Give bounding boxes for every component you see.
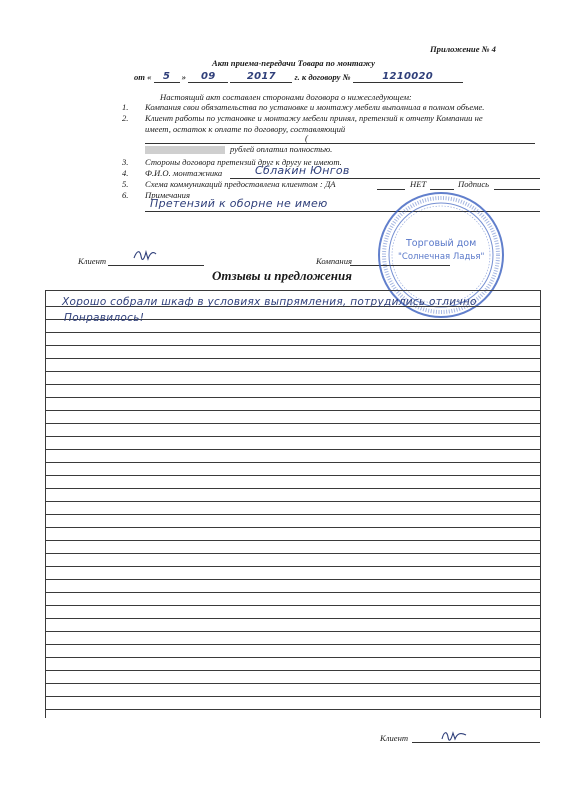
feedback-ruled-line: [45, 657, 540, 658]
feedback-ruled-line: [45, 631, 540, 632]
date-sep: »: [181, 72, 187, 82]
feedback-ruled-line: [45, 462, 540, 463]
contract-number: 1210020: [382, 71, 434, 82]
feedback-ruled-line: [45, 566, 540, 567]
intro-text: Настоящий акт составлен сторонами договора о нижеследующем:: [160, 92, 412, 102]
appendix-label: Приложение № 4: [430, 44, 496, 54]
installer-name: Сблакин Юнгов: [255, 164, 350, 177]
item-6-num: 6.: [122, 190, 129, 200]
item-4-num: 4.: [122, 168, 129, 178]
item-5-text: Схема коммуникаций предоставлена клиентом : ДА: [145, 179, 336, 189]
item-2-paid: рублей оплатил полностью.: [230, 144, 333, 154]
feedback-ruled-line: [45, 683, 540, 684]
item-2-text: Клиент работы по установке и монтажу мебели принял, претензий к отчету Компании не: [145, 113, 483, 123]
feedback-ruled-line: [45, 501, 540, 502]
client-label: Клиент: [78, 256, 107, 266]
feedback-ruled-line: [45, 358, 540, 359]
item-5-num: 5.: [122, 179, 129, 189]
feedback-ruled-line: [45, 618, 540, 619]
feedback-handwritten-line2: Понравилось!: [64, 312, 145, 324]
feedback-handwritten-line1: Хорошо собрали шкаф в условиях выпрямления, потрудились отлично: [62, 296, 477, 308]
feedback-ruled-line: [45, 397, 540, 398]
feedback-left-border: [45, 290, 46, 718]
feedback-title: Отзывы и предложения: [212, 268, 352, 283]
feedback-ruled-line: [45, 553, 540, 554]
bottom-client-sign-line: [412, 742, 540, 743]
item-2-num: 2.: [122, 113, 129, 123]
feedback-ruled-line: [45, 514, 540, 515]
stamp-line-1: Торговый дом: [406, 238, 477, 249]
feedback-ruled-line: [45, 488, 540, 489]
item-1-num: 1.: [122, 102, 129, 112]
date-from: от «: [134, 72, 152, 82]
feedback-ruled-line: [45, 449, 540, 450]
feedback-ruled-line: [45, 579, 540, 580]
amount-redacted: [145, 146, 225, 154]
sign-label: Подпись: [458, 179, 490, 189]
item-3-num: 3.: [122, 157, 129, 167]
feedback-ruled-line: [45, 371, 540, 372]
client-signature: [132, 248, 158, 262]
feedback-ruled-line: [45, 332, 540, 333]
item-6-text: Примечания: [145, 190, 190, 200]
feedback-ruled-line: [45, 423, 540, 424]
date-year: 2017: [246, 71, 276, 82]
amount-line: [145, 143, 535, 144]
feedback-ruled-line: [45, 436, 540, 437]
item-4-text: Ф.И.О. монтажника: [145, 168, 223, 178]
feedback-ruled-line: [45, 644, 540, 645]
item-2-text-cont: имеет, остаток к оплате по договору, составляющий: [145, 124, 346, 134]
feedback-right-border: [540, 290, 541, 718]
client-sign-line: [108, 265, 204, 266]
feedback-ruled-line: [45, 592, 540, 593]
bottom-client-label: Клиент: [380, 733, 409, 743]
feedback-ruled-line: [45, 540, 540, 541]
date-line: [134, 71, 463, 83]
item-1-text: Компания свои обязательства по установке и монтажу мебели выполнила в полном объеме.: [145, 102, 485, 112]
stamp-line-2: "Солнечная Ладья": [398, 252, 485, 262]
date-day: 5: [162, 71, 171, 82]
no-label: НЕТ: [410, 179, 427, 189]
feedback-ruled-line: [45, 605, 540, 606]
feedback-ruled-line: [45, 527, 540, 528]
feedback-ruled-line: [45, 670, 540, 671]
item-3-text: Стороны договора претензий друг к другу не имеют.: [145, 157, 342, 167]
act-title: Акт приема-передачи Товара по монтажу: [212, 58, 375, 68]
feedback-ruled-line: [45, 696, 540, 697]
feedback-ruled-line: [45, 345, 540, 346]
remarks-handwritten: Претензий к оборне не имею: [150, 197, 328, 210]
feedback-ruled-line: [45, 709, 540, 710]
date-month: 09: [200, 71, 216, 82]
contract-prefix: г. к договору №: [294, 72, 351, 82]
feedback-ruled-line: [45, 475, 540, 476]
amount-paren: (: [305, 133, 308, 143]
feedback-ruled-line: [45, 384, 540, 385]
bottom-client-signature: [440, 728, 468, 742]
company-label: Компания: [316, 256, 352, 266]
feedback-ruled-line: [45, 410, 540, 411]
feedback-top-border: [45, 290, 540, 291]
